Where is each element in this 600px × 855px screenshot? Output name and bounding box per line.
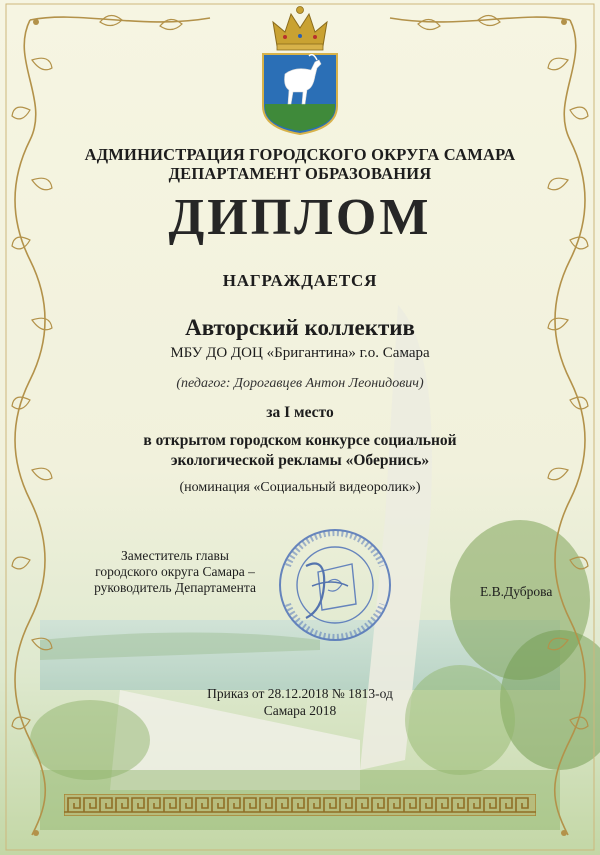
signatory-name: Е.В.Дуброва [480,584,553,599]
org-name-line1: АДМИНИСТРАЦИЯ ГОРОДСКОГО ОКРУГА САМАРА [84,145,516,164]
greek-key-border [64,794,536,816]
signatory-position-line2: городского округа Самара – [95,564,255,579]
signatory-position-line3: руководитель Департамента [94,580,256,595]
department-seal-stamp [276,526,394,644]
city-year: Самара 2018 [263,703,337,718]
nomination-line: (номинация «Социальный видеоролик») [179,480,421,495]
teacher-line: (педагог: Дорогавцев Антон Леонидович) [176,376,424,391]
signatory-position-line1: Заместитель главы [121,548,229,563]
recipient-name: Авторский коллектив [185,315,415,340]
recipient-organization: МБУ ДО ДОЦ «Бригантина» г.о. Самара [170,345,430,361]
samara-coat-of-arms-icon [255,4,345,136]
crown-icon [273,7,327,51]
award-place: за I место [266,404,334,421]
diploma-title: ДИПЛОМ [168,189,432,246]
order-reference: Приказ от 28.12.2018 № 1813-од [207,686,393,701]
org-name-line2: ДЕПАРТАМЕНТ ОБРАЗОВАНИЯ [168,164,432,183]
contest-line1: в открытом городском конкурсе социальной [143,432,457,449]
awarded-label: НАГРАЖДАЕТСЯ [222,271,378,290]
signatory-position [40,548,310,596]
contest-line2: экологической рекламы «Обернись» [170,452,430,469]
